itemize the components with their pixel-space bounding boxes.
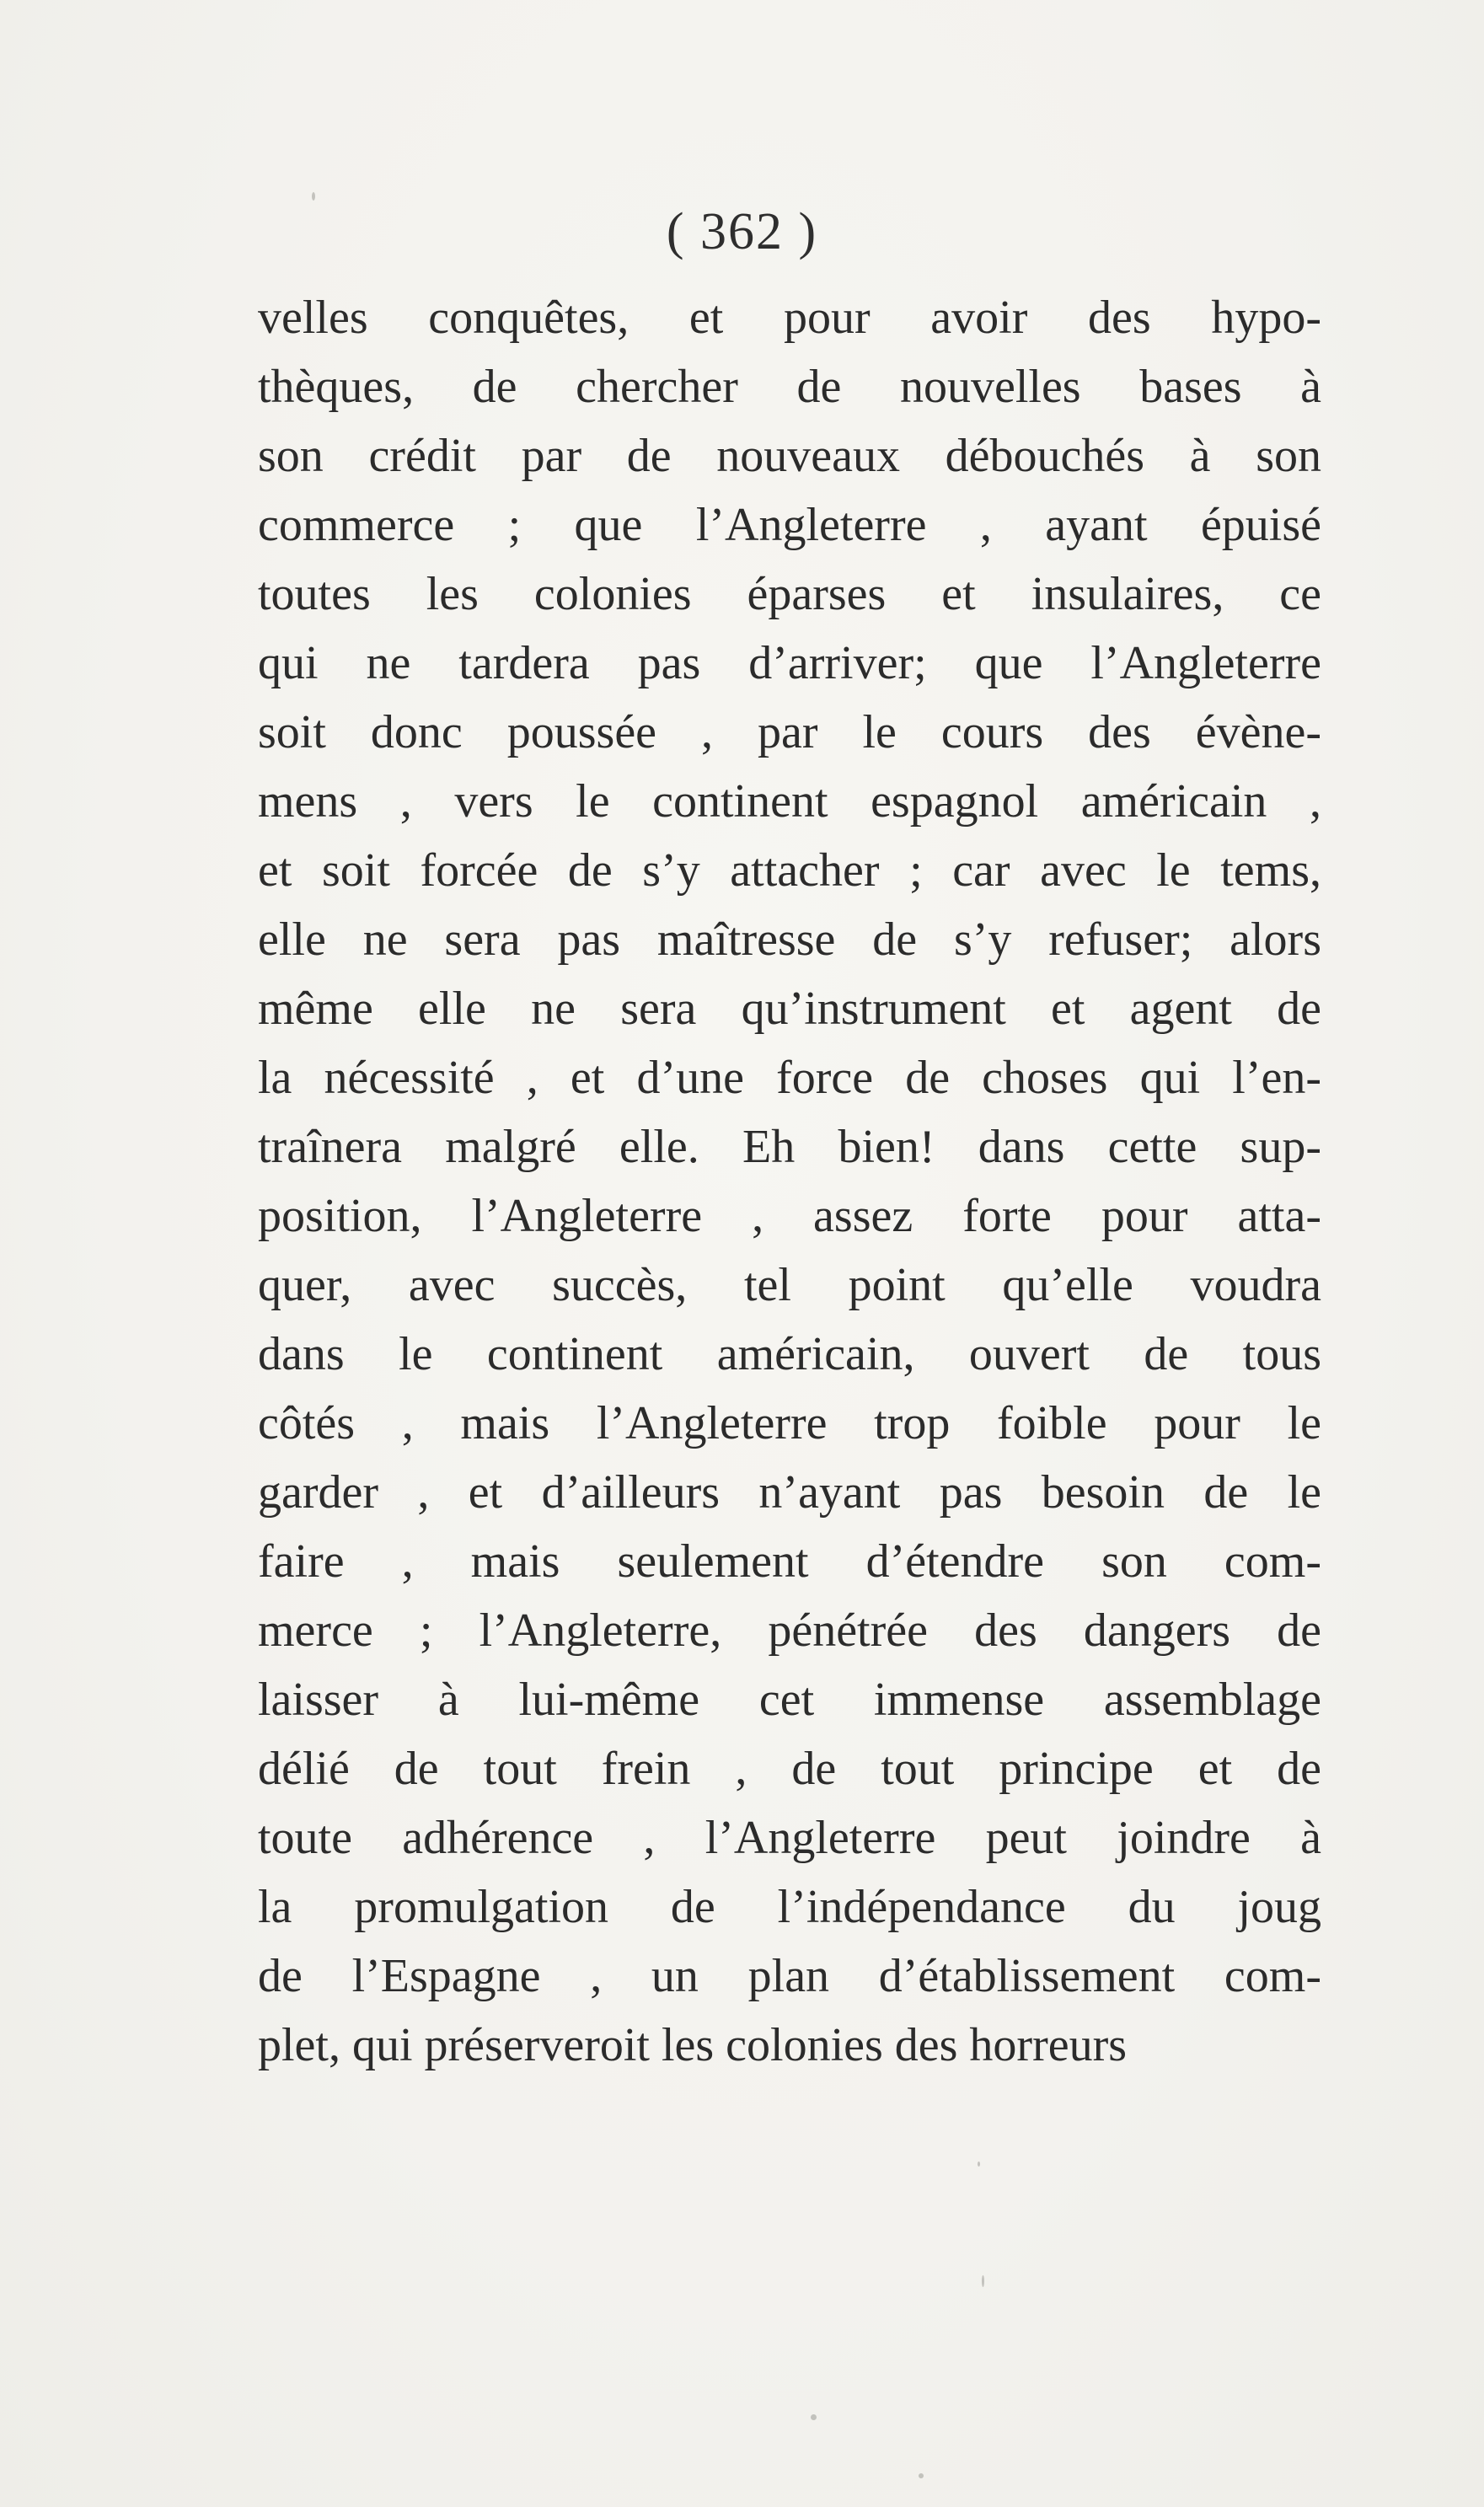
text-line: garder , et d’ailleurs n’ayant pas besoin de le: [258, 1466, 1321, 1519]
body-text: [258, 283, 1321, 2080]
paper-speck: [982, 2275, 984, 2287]
paper-speck: [811, 2414, 817, 2420]
paper-speck: [919, 2473, 924, 2478]
text-line: la promulgation de l’indépendance du joug: [258, 1881, 1321, 1933]
text-line: de l’Espagne , un plan d’établissement com-: [258, 1950, 1321, 2002]
text-line: dans le continent américain, ouvert de tous: [258, 1328, 1321, 1380]
text-line: quer, avec succès, tel point qu’elle voudra: [258, 1259, 1321, 1311]
text-line: toute adhérence , l’Angleterre peut joindre à: [258, 1812, 1321, 1864]
text-line: et soit forcée de s’y attacher ; car avec le tems,: [258, 844, 1321, 897]
text-line: faire , mais seulement d’étendre son com-: [258, 1535, 1321, 1588]
text-line: traînera malgré elle. Eh bien! dans cette sup-: [258, 1121, 1321, 1173]
text-line: plet, qui préserveroit les colonies des horreurs: [258, 2019, 1128, 2071]
text-line: délié de tout frein , de tout principe et de: [258, 1743, 1321, 1795]
page-number: ( 362 ): [666, 203, 818, 260]
text-line: position, l’Angleterre , assez forte pour atta-: [258, 1190, 1321, 1242]
text-line: même elle ne sera qu’instrument et agent de: [258, 983, 1321, 1035]
text-line: toutes les colonies éparses et insulaires, ce: [258, 568, 1321, 620]
text-line: son crédit par de nouveaux débouchés à son: [258, 430, 1321, 482]
text-line: velles conquêtes, et pour avoir des hypo-: [258, 292, 1321, 344]
text-line: côtés , mais l’Angleterre trop foible pour le: [258, 1397, 1321, 1449]
text-line: qui ne tardera pas d’arriver; que l’Angleterre: [258, 637, 1321, 689]
text-line: merce ; l’Angleterre, pénétrée des dangers de: [258, 1604, 1321, 1657]
paper-speck: [312, 192, 315, 201]
text-line: elle ne sera pas maîtresse de s’y refuser; alors: [258, 913, 1321, 966]
paper-speck: [978, 2161, 980, 2167]
text-line: commerce ; que l’Angleterre , ayant épuisé: [258, 499, 1321, 551]
text-line: mens , vers le continent espagnol américain ,: [258, 775, 1321, 828]
text-line: thèques, de chercher de nouvelles bases à: [258, 361, 1321, 413]
text-line: la nécessité , et d’une force de choses qui l’en-: [258, 1052, 1321, 1104]
text-line: soit donc poussée , par le cours des évène-: [258, 706, 1321, 758]
text-line: laisser à lui-même cet immense assemblage: [258, 1674, 1321, 1726]
